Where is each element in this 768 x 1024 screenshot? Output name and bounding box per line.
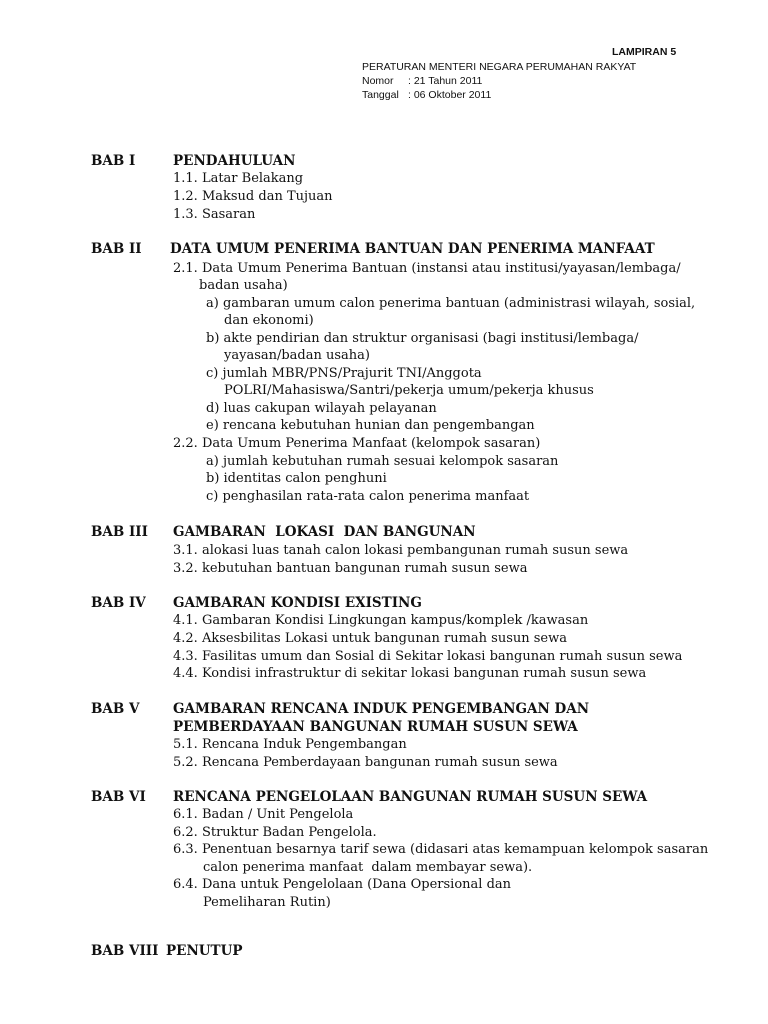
sub-item: a) gambaran umum calon penerima bantuan (administrasi wilayah, sosial,: [206, 296, 696, 311]
section-item: 2.2. Data Umum Penerima Manfaat (kelompok sasaran): [173, 436, 541, 451]
tanggal-row: [362, 89, 491, 101]
section-item-continued: calon penerima manfaat dalam membayar sewa).: [203, 860, 533, 875]
tanggal-label: Tanggal: [362, 89, 399, 101]
sub-item: e) rencana kebutuhan hunian dan pengembangan: [206, 418, 535, 433]
sub-item: b) identitas calon penghuni: [206, 471, 387, 486]
chapter-label: BAB VI: [91, 789, 146, 805]
chapter-title: RENCANA PENGELOLAAN BANGUNAN RUMAH SUSUN SEWA: [173, 789, 648, 805]
section-item: 1.2. Maksud dan Tujuan: [173, 189, 333, 204]
chapter-label: BAB V: [91, 701, 140, 717]
section-item: 3.1. alokasi luas tanah calon lokasi pembangunan rumah susun sewa: [173, 543, 629, 558]
lampiran-label: LAMPIRAN 5: [612, 46, 677, 58]
chapter-title: GAMBARAN RENCANA INDUK PENGEMBANGAN DAN: [173, 701, 590, 717]
section-item: 4.1. Gambaran Kondisi Lingkungan kampus/komplek /kawasan: [173, 613, 589, 628]
chapter-title: PENUTUP: [166, 943, 243, 959]
section-item: 6.2. Struktur Badan Pengelola.: [173, 825, 377, 840]
sub-item: b) akte pendirian dan struktur organisasi (bagi institusi/lembaga/: [206, 331, 639, 346]
section-item: 4.3. Fasilitas umum dan Sosial di Sekitar lokasi bangunan rumah susun sewa: [173, 649, 683, 664]
chapter-title: DATA UMUM PENERIMA BANTUAN DAN PENERIMA MANFAAT: [170, 241, 655, 257]
sub-item: c) jumlah MBR/PNS/Prajurit TNI/Anggota: [206, 366, 482, 381]
section-item: 1.1. Latar Belakang: [173, 171, 304, 186]
section-item: 4.4. Kondisi infrastruktur di sekitar lokasi bangunan rumah susun sewa: [173, 666, 647, 681]
section-item: 1.3. Sasaran: [173, 207, 256, 222]
tanggal-value: : 06 Oktober 2011: [408, 89, 492, 101]
section-item: 6.4. Dana untuk Pengelolaan (Dana Opersional dan: [173, 877, 512, 892]
chapter-label: BAB I: [91, 153, 136, 169]
section-item-continued: Pemeliharan Rutin): [203, 895, 331, 910]
section-item: 6.1. Badan / Unit Pengelola: [173, 807, 354, 822]
section-item: 5.1. Rencana Induk Pengembangan: [173, 737, 407, 752]
chapter-title: GAMBARAN KONDISI EXISTING: [173, 595, 422, 611]
section-item: 4.2. Aksesbilitas Lokasi untuk bangunan rumah susun sewa: [173, 631, 567, 646]
chapter-title-continued: PEMBERDAYAAN BANGUNAN RUMAH SUSUN SEWA: [173, 719, 578, 735]
chapter-label: BAB III: [91, 524, 148, 540]
sub-item-continued: yayasan/badan usaha): [224, 348, 371, 363]
section-item: 2.1. Data Umum Penerima Bantuan (instansi atau institusi/yayasan/lembaga/: [173, 261, 681, 276]
section-item: 3.2. kebutuhan bantuan bangunan rumah susun sewa: [173, 561, 528, 576]
sub-item: c) penghasilan rata-rata calon penerima manfaat: [206, 489, 530, 504]
chapter-label: BAB II: [91, 241, 142, 257]
regulation-title: PERATURAN MENTERI NEGARA PERUMAHAN RAKYAT: [362, 61, 637, 73]
chapter-title: GAMBARAN LOKASI DAN BANGUNAN: [173, 524, 476, 540]
sub-item: d) luas cakupan wilayah pelayanan: [206, 401, 437, 416]
nomor-value: : 21 Tahun 2011: [408, 75, 483, 87]
chapter-label: BAB VIII: [91, 943, 159, 959]
chapter-label: BAB IV: [91, 595, 146, 611]
section-item-continued: badan usaha): [199, 278, 288, 293]
nomor-row: [362, 75, 482, 87]
section-item: 5.2. Rencana Pemberdayaan bangunan rumah susun sewa: [173, 755, 558, 770]
sub-item-continued: POLRI/Mahasiswa/Santri/pekerja umum/pekerja khusus: [224, 383, 594, 398]
section-item: 6.3. Penentuan besarnya tarif sewa (didasari atas kemampuan kelompok sasaran: [173, 842, 709, 857]
chapter-title: PENDAHULUAN: [173, 153, 296, 169]
nomor-label: Nomor: [362, 75, 394, 87]
sub-item: a) jumlah kebutuhan rumah sesuai kelompok sasaran: [206, 454, 559, 469]
sub-item-continued: dan ekonomi): [224, 313, 314, 328]
